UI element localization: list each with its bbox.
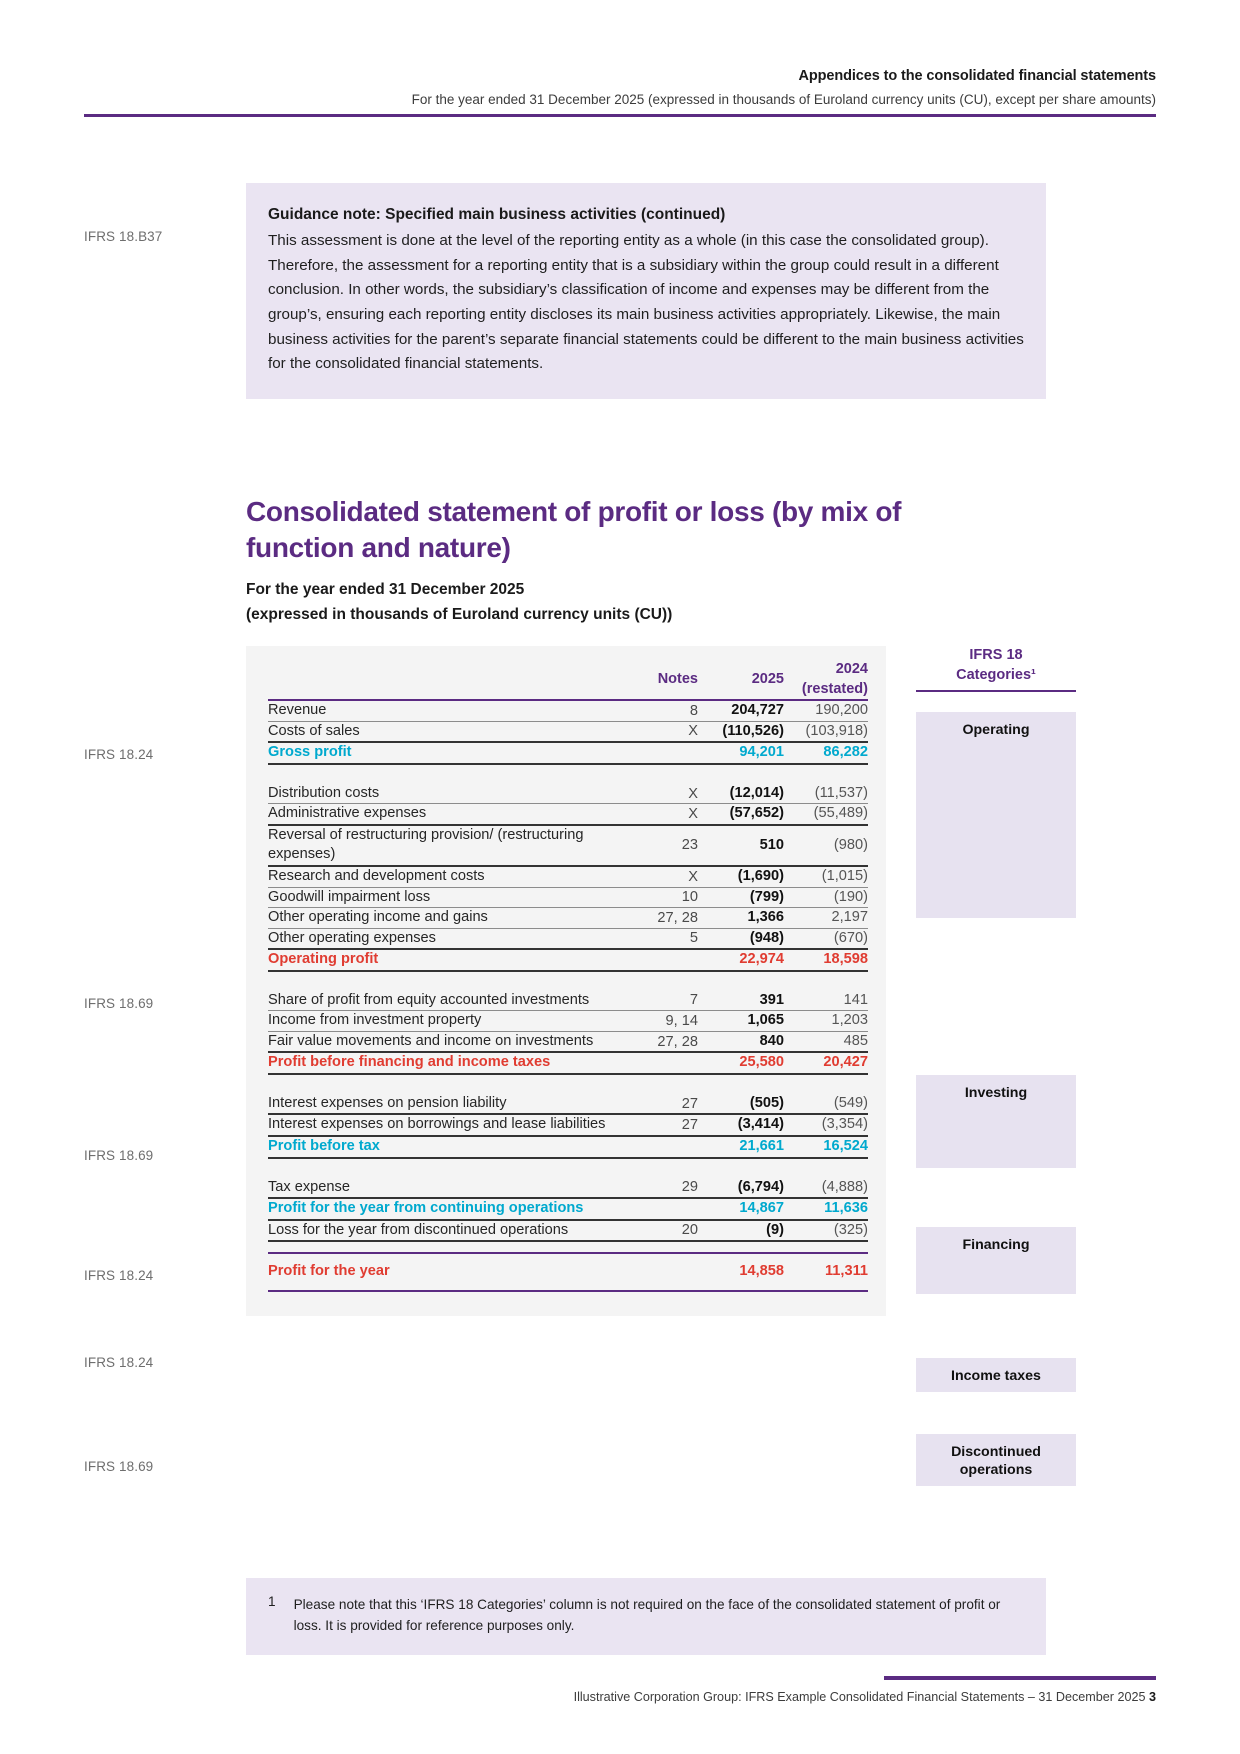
table-row (268, 1114, 868, 1136)
row-value-2025: 22,974 (698, 949, 784, 971)
table-row (268, 991, 868, 1011)
margin-ref-1: IFRS 18.69 (84, 996, 154, 1011)
statement-subtitle-line1: For the year ended 31 December 2025 (246, 581, 525, 598)
table-row (268, 928, 868, 949)
table-spacer (268, 1241, 868, 1253)
table-row (268, 1094, 868, 1115)
row-notes: 29 (622, 1178, 698, 1199)
row-value-2024: 141 (784, 991, 868, 1011)
row-label: Goodwill impairment loss (268, 887, 622, 908)
row-label: Profit for the year (268, 1253, 622, 1291)
table-row (268, 825, 868, 866)
subtotal-row-operating-profit (268, 949, 868, 971)
row-notes: X (622, 721, 698, 742)
row-label: Fair value movements and income on investments (268, 1031, 622, 1052)
row-value-2024: 16,524 (784, 1136, 868, 1158)
row-notes (622, 1198, 698, 1220)
row-label: Other operating income and gains (268, 908, 622, 929)
row-label: Interest expenses on borrowings and lease liabilities (268, 1114, 622, 1136)
row-value-2024: 11,636 (784, 1198, 868, 1220)
row-value-2025: 94,201 (698, 742, 784, 764)
row-notes (622, 1052, 698, 1074)
subtotal-row-profit-continuing (268, 1198, 868, 1220)
row-value-2025: 14,867 (698, 1198, 784, 1220)
row-label: Reversal of restructuring provision/ (restructuring expenses) (268, 825, 622, 866)
table-spacer (268, 1158, 868, 1178)
header-cell-notes: Notes (622, 660, 698, 700)
guidance-note-body: This assessment is done at the level of the reporting entity as a whole (in this case the consolidated group). Therefore, the assessment for a reporting entity that is a subsidiary within the group could result in a different conclusion. In other words, the subsidiary’s classification of income and expenses may be different from the group’s, ensuring each reporting entity discloses its main business activities appropriately. Likewise, the main business activities for the parent’s separate financial statements could be different to the main business activities for the consolidated financial statements. (268, 232, 1024, 373)
guidance-note-box (246, 183, 1046, 399)
category-block-operating: Operating (916, 712, 1076, 918)
footnote-box (246, 1578, 1046, 1655)
statement-subtitle-line2: (expressed in thousands of Euroland currency units (CU)) (246, 605, 673, 623)
row-notes: X (622, 804, 698, 825)
footnote-marker: 1 (268, 1594, 276, 1609)
row-value-2025: 391 (698, 991, 784, 1011)
statement-subtitle (246, 578, 946, 628)
margin-ref-2: IFRS 18.69 (84, 1148, 154, 1163)
row-label: Revenue (268, 700, 622, 721)
row-notes: 9, 14 (622, 1011, 698, 1032)
row-value-2025: 14,858 (698, 1253, 784, 1291)
table-spacer (268, 764, 868, 784)
table-row (268, 1031, 868, 1052)
row-value-2025: (12,014) (698, 784, 784, 804)
row-notes (622, 742, 698, 764)
header-divider (84, 114, 1156, 117)
row-label: Operating profit (268, 949, 622, 971)
row-notes: X (622, 784, 698, 804)
row-label: Other operating expenses (268, 928, 622, 949)
table-row (268, 700, 868, 721)
row-value-2024: (4,888) (784, 1178, 868, 1199)
row-value-2024: 190,200 (784, 700, 868, 721)
table-row (268, 866, 868, 887)
page-number: 3 (1148, 1690, 1156, 1704)
footnote-text: Please note that this ‘IFRS 18 Categories’ column is not required on the face of the consolidated statement of profit or loss. It is provided for reference purposes only. (293, 1597, 1001, 1634)
row-value-2024: (11,537) (784, 784, 868, 804)
row-label: Distribution costs (268, 784, 622, 804)
row-value-2025: (3,414) (698, 1114, 784, 1136)
table-row (268, 887, 868, 908)
row-value-2025: (799) (698, 887, 784, 908)
row-label: Income from investment property (268, 1011, 622, 1032)
guidance-note-title: Guidance note: Specified main business activities (continued) (268, 206, 726, 223)
row-value-2024: 11,311 (784, 1253, 868, 1291)
row-label: Tax expense (268, 1178, 622, 1199)
row-value-2025: (1,690) (698, 866, 784, 887)
row-value-2024: 1,203 (784, 1011, 868, 1032)
row-value-2024: 20,427 (784, 1052, 868, 1074)
row-value-2024: (980) (784, 825, 868, 866)
row-label: Interest expenses on pension liability (268, 1094, 622, 1115)
subtotal-row-profit-before-tax (268, 1136, 868, 1158)
row-notes: 7 (622, 991, 698, 1011)
row-value-2024: (325) (784, 1220, 868, 1242)
profit-loss-table (268, 660, 868, 1292)
row-value-2025: 1,366 (698, 908, 784, 929)
table-row (268, 721, 868, 742)
category-block-financing: Financing (916, 1227, 1076, 1294)
row-label: Profit before financing and income taxes (268, 1052, 622, 1074)
row-label: Share of profit from equity accounted investments (268, 991, 622, 1011)
categories-header-line2: Categories¹ (956, 666, 1036, 683)
row-label: Profit before tax (268, 1136, 622, 1158)
subtotal-row-profit-before-financing (268, 1052, 868, 1074)
row-value-2025: 204,727 (698, 700, 784, 721)
row-notes (622, 1253, 698, 1291)
category-block-discontinued-operations: Discontinued operations (916, 1434, 1076, 1486)
row-notes: 23 (622, 825, 698, 866)
row-notes: 27, 28 (622, 908, 698, 929)
row-notes: 27 (622, 1114, 698, 1136)
row-value-2024: (549) (784, 1094, 868, 1115)
row-value-2025: (57,652) (698, 804, 784, 825)
header-title: Appendices to the consolidated financial statements (798, 68, 1156, 84)
categories-column-header (916, 646, 1076, 692)
row-value-2024: (103,918) (784, 721, 868, 742)
margin-ref-5: IFRS 18.69 (84, 1459, 154, 1474)
row-value-2025: (6,794) (698, 1178, 784, 1199)
profit-loss-table-container (246, 646, 886, 1316)
row-notes (622, 1136, 698, 1158)
row-label: Administrative expenses (268, 804, 622, 825)
row-notes: 10 (622, 887, 698, 908)
table-header-row (268, 660, 868, 700)
table-row (268, 908, 868, 929)
footer-text: Illustrative Corporation Group: IFRS Example Consolidated Financial Statements – 31 December 2025 (573, 1690, 1146, 1704)
row-label: Gross profit (268, 742, 622, 764)
row-value-2024: (190) (784, 887, 868, 908)
row-value-2025: (9) (698, 1220, 784, 1242)
row-notes: X (622, 866, 698, 887)
row-notes (622, 949, 698, 971)
row-label: Costs of sales (268, 721, 622, 742)
margin-ref-0: IFRS 18.24 (84, 747, 154, 762)
row-notes: 20 (622, 1220, 698, 1242)
table-row (268, 1220, 868, 1242)
table-row (268, 804, 868, 825)
header-2024-restated: (restated) (801, 680, 868, 697)
row-notes: 8 (622, 700, 698, 721)
row-value-2025: 840 (698, 1031, 784, 1052)
margin-ref-guidance: IFRS 18.B37 (84, 229, 163, 244)
row-value-2024: (3,354) (784, 1114, 868, 1136)
header-2024-year: 2024 (835, 661, 868, 677)
row-value-2024: (55,489) (784, 804, 868, 825)
row-value-2024: 2,197 (784, 908, 868, 929)
header-cell-2025: 2025 (698, 660, 784, 700)
row-value-2025: 25,580 (698, 1052, 784, 1074)
table-row (268, 784, 868, 804)
ifrs18-categories-column (916, 646, 1076, 692)
category-block-income-taxes: Income taxes (916, 1358, 1076, 1392)
footer-divider (884, 1676, 1156, 1680)
row-value-2025: 1,065 (698, 1011, 784, 1032)
categories-header-line1: IFRS 18 (969, 647, 1023, 663)
page-header (84, 66, 1156, 110)
margin-ref-3: IFRS 18.24 (84, 1268, 154, 1283)
row-notes: 5 (622, 928, 698, 949)
row-label: Profit for the year from continuing operations (268, 1198, 622, 1220)
row-label: Loss for the year from discontinued operations (268, 1220, 622, 1242)
total-row-profit-for-the-year (268, 1253, 868, 1291)
category-block-investing: Investing (916, 1075, 1076, 1168)
header-cell-label (268, 660, 622, 700)
row-value-2025: (948) (698, 928, 784, 949)
table-row (268, 1178, 868, 1199)
row-value-2024: 18,598 (784, 949, 868, 971)
table-spacer (268, 1074, 868, 1094)
row-value-2024: 485 (784, 1031, 868, 1052)
page-footer (84, 1690, 1156, 1704)
row-notes: 27, 28 (622, 1031, 698, 1052)
row-value-2024: (1,015) (784, 866, 868, 887)
row-value-2024: 86,282 (784, 742, 868, 764)
table-spacer (268, 971, 868, 991)
subtotal-row-gross-profit (268, 742, 868, 764)
row-value-2025: (110,526) (698, 721, 784, 742)
row-notes: 27 (622, 1094, 698, 1115)
margin-ref-4: IFRS 18.24 (84, 1355, 154, 1370)
row-value-2025: 21,661 (698, 1136, 784, 1158)
row-value-2024: (670) (784, 928, 868, 949)
row-value-2025: 510 (698, 825, 784, 866)
row-label: Research and development costs (268, 866, 622, 887)
row-value-2025: (505) (698, 1094, 784, 1115)
table-row (268, 1011, 868, 1032)
header-cell-2024 (784, 660, 868, 700)
header-subtitle: For the year ended 31 December 2025 (expressed in thousands of Euroland currency units (CU), except per share amounts) (411, 91, 1156, 107)
statement-title: Consolidated statement of profit or loss (by mix of function and nature) (246, 496, 902, 563)
